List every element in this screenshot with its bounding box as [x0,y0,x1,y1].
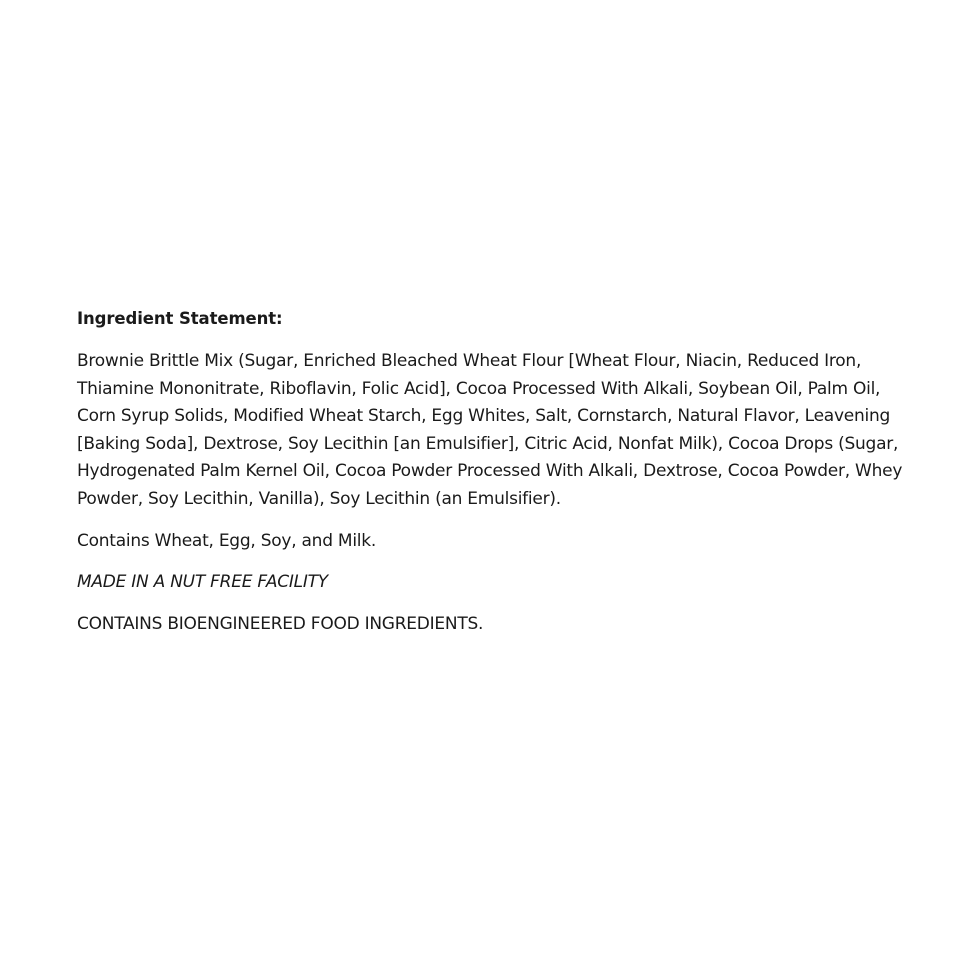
ingredient-statement-heading: Ingredient Statement: [77,309,283,328]
ingredient-label [77,306,907,652]
bioengineered-notice: CONTAINS BIOENGINEERED FOOD INGREDIENTS. [77,613,484,634]
ingredient-list: Brownie Brittle Mix (Sugar, Enriched Bleached Wheat Flour [Wheat Flour, Niacin, Reduced Iron, Thiamine Mononitrate, Riboflavin, Folic Acid], Cocoa Processed With Alkali, Soybean Oil, Palm Oil, Corn Syrup Solids, Modified Wheat Starch, Egg Whites, Salt, Cornstarch, Natural Flavor, Leavening [Baking Soda], Dextrose, Soy Lecithin [an Emulsifier], Citric Acid, Nonfat Milk), Cocoa Drops (Sugar, Hydrogenated Palm Kernel Oil, Cocoa Powder Processed With Alkali, Dextrose, Cocoa Powder, Whey Powder, Soy Lecithin, Vanilla), Soy Lecithin (an Emulsifier). [77,351,903,509]
allergen-statement: Contains Wheat, Egg, Soy, and Milk. [77,530,377,551]
nut-free-facility-notice: MADE IN A NUT FREE FACILITY [77,572,328,593]
